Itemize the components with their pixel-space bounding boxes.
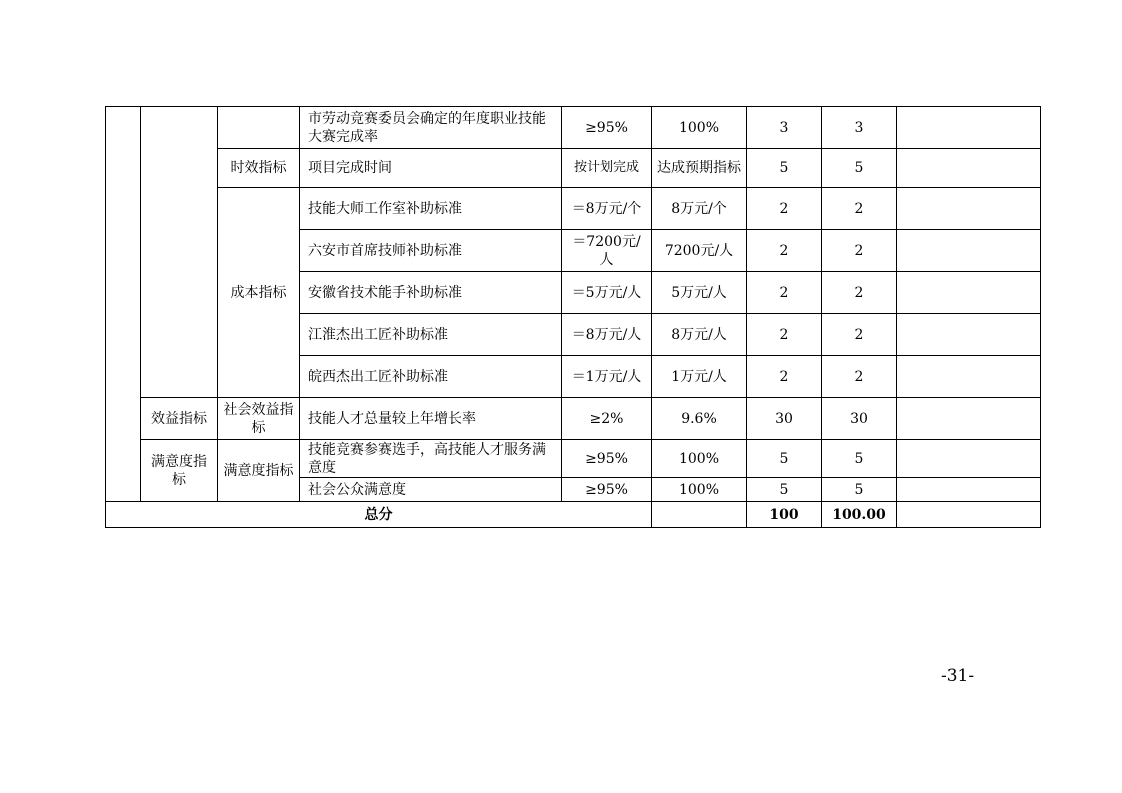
- target-value: ≥95%: [562, 107, 652, 149]
- actual-value: 8万元/个: [652, 188, 747, 230]
- score-value: 2: [822, 356, 897, 398]
- actual-value: 100%: [652, 478, 747, 502]
- weight-value: 2: [747, 230, 822, 272]
- table-row: [106, 149, 1041, 188]
- note-cell: [897, 188, 1041, 230]
- level1-blank-cell: [106, 107, 141, 502]
- target-value: ≥95%: [562, 478, 652, 502]
- level2-label: 满意度指标: [218, 440, 300, 502]
- target-value: ＝8万元/人: [562, 314, 652, 356]
- weight-value: 2: [747, 314, 822, 356]
- level1-blank-cell: [141, 107, 218, 398]
- level2-blank-cell: [218, 107, 300, 149]
- note-cell: [897, 356, 1041, 398]
- total-row: [106, 502, 1041, 528]
- weight-value: 5: [747, 149, 822, 188]
- weight-value: 5: [747, 440, 822, 478]
- actual-value: 100%: [652, 440, 747, 478]
- score-value: 5: [822, 149, 897, 188]
- actual-value: 7200元/人: [652, 230, 747, 272]
- note-cell: [897, 149, 1041, 188]
- note-cell: [897, 230, 1041, 272]
- level2-label: 社会效益指标: [218, 398, 300, 440]
- indicator-name: 江淮杰出工匠补助标准: [300, 314, 562, 356]
- level2-label: 时效指标: [218, 149, 300, 188]
- level1-label: 效益指标: [141, 398, 218, 440]
- indicator-name: 六安市首席技师补助标准: [300, 230, 562, 272]
- page-number: -31-: [941, 666, 975, 686]
- actual-value: 达成预期指标: [652, 149, 747, 188]
- total-weight: 100: [747, 502, 822, 528]
- score-value: 30: [822, 398, 897, 440]
- target-value: ≥2%: [562, 398, 652, 440]
- note-cell: [897, 107, 1041, 149]
- indicator-name: 市劳动竞赛委员会确定的年度职业技能大赛完成率: [300, 107, 562, 149]
- target-value: ＝8万元/个: [562, 188, 652, 230]
- weight-value: 30: [747, 398, 822, 440]
- indicator-name: 技能竞赛参赛选手，高技能人才服务满意度: [300, 440, 562, 478]
- level1-label: 满意度指标: [141, 440, 218, 502]
- note-cell: [897, 478, 1041, 502]
- weight-value: 3: [747, 107, 822, 149]
- note-cell: [897, 314, 1041, 356]
- weight-value: 2: [747, 356, 822, 398]
- weight-value: 5: [747, 478, 822, 502]
- score-value: 3: [822, 107, 897, 149]
- table-row: [106, 440, 1041, 478]
- actual-value: 5万元/人: [652, 272, 747, 314]
- total-label: 总分: [106, 502, 652, 528]
- note-cell: [897, 398, 1041, 440]
- target-value: ＝5万元/人: [562, 272, 652, 314]
- level2-label: 成本指标: [218, 188, 300, 398]
- score-value: 2: [822, 188, 897, 230]
- indicator-name: 项目完成时间: [300, 149, 562, 188]
- target-value: 按计划完成: [562, 149, 652, 188]
- indicator-name: 安徽省技术能手补助标准: [300, 272, 562, 314]
- score-value: 2: [822, 314, 897, 356]
- total-note-cell: [897, 502, 1041, 528]
- total-blank-cell: [652, 502, 747, 528]
- score-value: 2: [822, 230, 897, 272]
- actual-value: 1万元/人: [652, 356, 747, 398]
- note-cell: [897, 440, 1041, 478]
- score-value: 5: [822, 478, 897, 502]
- target-value: ＝1万元/人: [562, 356, 652, 398]
- indicator-name: 社会公众满意度: [300, 478, 562, 502]
- note-cell: [897, 272, 1041, 314]
- indicator-name: 皖西杰出工匠补助标准: [300, 356, 562, 398]
- total-score: 100.00: [822, 502, 897, 528]
- score-value: 2: [822, 272, 897, 314]
- indicator-name: 技能人才总量较上年增长率: [300, 398, 562, 440]
- indicator-name: 技能大师工作室补助标准: [300, 188, 562, 230]
- table-row: [106, 188, 1041, 230]
- target-value: ≥95%: [562, 440, 652, 478]
- table-row: [106, 398, 1041, 440]
- performance-table: [105, 106, 1041, 528]
- score-value: 5: [822, 440, 897, 478]
- weight-value: 2: [747, 188, 822, 230]
- target-value: ＝7200元/人: [562, 230, 652, 272]
- actual-value: 8万元/人: [652, 314, 747, 356]
- actual-value: 100%: [652, 107, 747, 149]
- table-row: [106, 107, 1041, 149]
- weight-value: 2: [747, 272, 822, 314]
- actual-value: 9.6%: [652, 398, 747, 440]
